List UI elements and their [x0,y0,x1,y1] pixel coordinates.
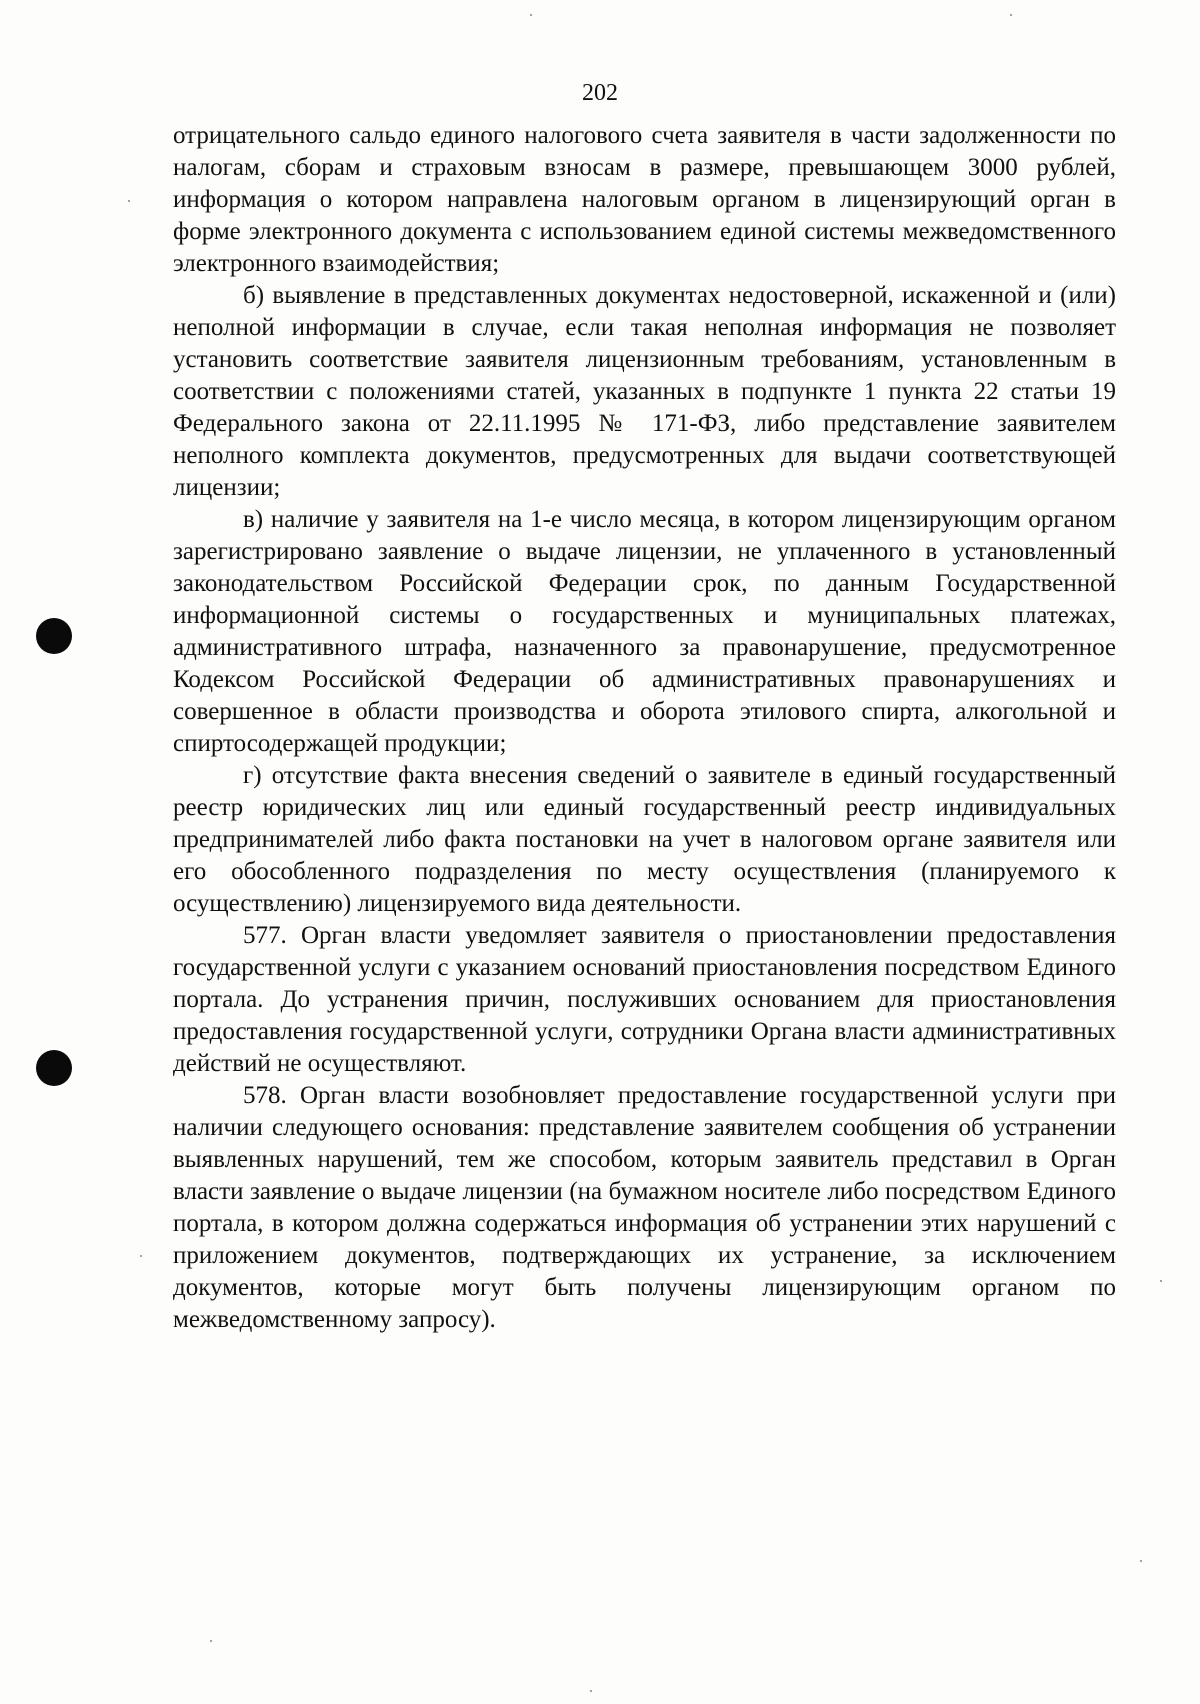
paragraph-continuation: отрицательного сальдо единого налогового счета заявителя в части задолженности по налогам, сборам и страховым взносам в размере, превышающем 3000 рублей, информация о котором направлена налоговым органом в лицензирующий орган в форме электронного документа с использованием единой системы межведомственного электронного взаимодействия; [173,122,1116,277]
paragraph-item-v: в) наличие у заявителя на 1-е число месяца, в котором лицензирующим органом зарегистрировано заявление о выдаче лицензии, не уплаченного в установленный законодательством Российской Федерации срок, по данным Государственной информационной системы о государственных и муниципальных платежах, административного штрафа, назначенного за правонарушение, предусмотренное Кодексом Российской Федерации об административных правонарушениях и совершенное в области производства и оборота этилового спирта, алкогольной и спиртосодержащей продукции; [173,506,1116,757]
scan-speck [140,1255,142,1257]
punch-hole-mark [36,1050,72,1086]
document-body [173,120,1116,1336]
scan-speck [1140,1560,1142,1562]
scan-speck [1160,1280,1162,1282]
paragraph-item-g: г) отсутствие факта внесения сведений о заявителе в единый государственный реестр юридических лиц или единый государственный реестр индивидуальных предпринимателей либо факта постановки на учет в налоговом органе заявителя или его обособленного подразделения по месту осуществления (планируемого к осуществлению) лицензируемого вида деятельности. [173,762,1116,917]
paragraph-item-b: б) выявление в представленных документах недостоверной, искаженной и (или) неполной информации в случае, если такая неполная информация не позволяет установить соответствие заявителя лицензионным требованиям, установленным в соответствии с положениями статей, указанных в подпункте 1 пункта 22 статьи 19 Федерального закона от 22.11.1995 № 171-ФЗ, либо представление заявителем неполного комплекта документов, предусмотренных для выдачи соответствующей лицензии; [173,282,1116,501]
paragraph-clause-577: 577. Орган власти уведомляет заявителя о приостановлении предоставления государственной услуги с указанием оснований приостановления посредством Единого портала. До устранения причин, послуживших основанием для приостановления предоставления государственной услуги, сотрудники Органа власти административных действий не осуществляют. [173,922,1116,1077]
scan-speck [210,1640,212,1642]
scan-speck [1010,14,1012,16]
scan-speck [530,14,532,16]
scan-speck [590,1690,592,1692]
paragraph-clause-578: 578. Орган власти возобновляет предоставление государственной услуги при наличии следующего основания: представление заявителем сообщения об устранении выявленных нарушений, тем же способом, которым заявитель представил в Орган власти заявление о выдаче лицензии (на бумажном носителе либо посредством Единого портала, в котором должна содержаться информация об устранении этих нарушений с приложением документов, подтверждающих их устранение, за исключением документов, которые могут быть получены лицензирующим органом по межведомственному запросу). [173,1082,1116,1333]
scan-speck [128,200,130,202]
punch-hole-mark [36,618,72,654]
page-number: 202 [582,80,618,106]
